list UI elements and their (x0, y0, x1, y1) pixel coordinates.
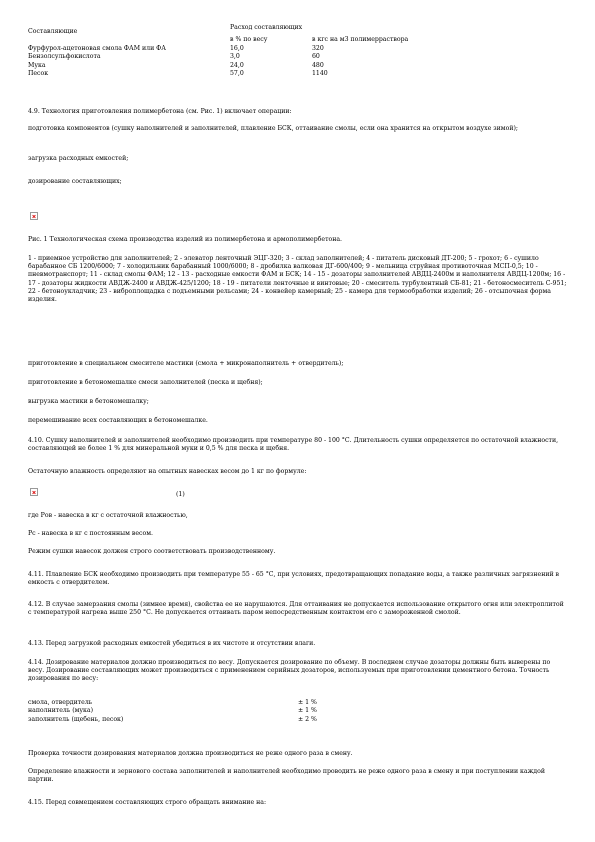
paragraph-moisture: Остаточную влажность определяют на опытных навесках весом до 1 кг по формуле: (28, 468, 307, 475)
subheader-pct: в % по весу (230, 36, 268, 44)
table-subheader-row (28, 36, 448, 44)
formula-image-icon (30, 488, 38, 496)
paragraph-dose: дозирование составляющих; (28, 178, 122, 185)
table-row: заполнитель (щебень, песок) ± 2 % (28, 715, 317, 723)
composition-table (28, 24, 448, 78)
paragraph-4-14: 4.14. Дозирование материалов должно производиться по весу. Допускается дозирование по объему. В последнем случае дозаторы должны быть выверены по весу. Дозирование составляющих может производиться с применением серийных дозаторов, используемых при приготовлении цементного бетона. Точность дозирования по весу: (28, 659, 551, 683)
paragraph-prep: подготовка компонентов (сушку наполнителей и заполнителей, плавление БСК, оттаивание смолы, если она хранится на открытом воздухе зимой); (28, 125, 518, 132)
table-row: Песок 57,0 1140 (28, 70, 328, 78)
formula-number: (1) (176, 491, 185, 498)
paragraph-ps: Рс - навеска в кг с постоянным весом. (28, 530, 153, 537)
subheader-kg: в кгс на м3 полимерраствора (312, 36, 409, 44)
table-header-row (28, 24, 448, 36)
table-row: смола, отвердитель ± 1 % (28, 699, 317, 706)
col-header-consumption: Расход составляющих (230, 24, 303, 31)
broken-image-icon (30, 212, 38, 220)
paragraph-aggregate: приготовление в бетономешалке смеси заполнителей (песка и щебня); (28, 379, 263, 386)
paragraph-pov: где Ров - навеска в кг с остаточной влажностью, (28, 512, 188, 519)
paragraph-unload: выгрузка мастики в бетономешалку; (28, 398, 149, 405)
paragraph-mix: перемешивание всех составляющих в бетономешалке. (28, 417, 208, 424)
table-row: Мука 24,0 480 (28, 61, 324, 69)
paragraph-4-12: 4.12. В случае замерзания смолы (зимнее время), свойства ее не нарушаются. Для оттаивания не допускается использование открытого огня или электроплитой с температурой нагрева выше 250 °С. Не допускается оттаивать паром непосредственным контактом его с замороженной смолой. (28, 601, 564, 617)
paragraph-check: Проверка точности дозирования материалов должна производиться не реже одного раза в смену. (28, 750, 353, 757)
paragraph-4-10: 4.10. Сушку наполнителей и заполнителей необходимо производить при температуре 80 - 100 °С. Длительность сушки определяется по остаточной влажности, составляющей не более 1 % для минеральной муки и 0,5 % для песка и щебня. (28, 437, 559, 453)
table-row: наполнитель (мука) ± 1 % (28, 707, 317, 715)
paragraph-mastic: приготовление в специальном смесителе мастики (смола + микронаполнитель + отвердитель); (28, 360, 344, 367)
paragraph-4-15: 4.15. Перед совмещением составляющих строго обращать внимание на: (28, 799, 267, 806)
paragraph-4-9: 4.9. Технология приготовления полимербетона (см. Рис. 1) включает операции: (28, 108, 292, 115)
table-row: Фурфурол-ацетоновая смола ФАМ или ФА 16,0 320 (28, 44, 324, 52)
accuracy-table (28, 699, 368, 724)
paragraph-load: загрузка расходных емкостей; (28, 155, 129, 162)
paragraph-regime: Режим сушки навесок должен строго соответствовать производственному. (28, 548, 276, 555)
figure-caption: Рис. 1 Технологическая схема производства изделий из полимербетона и армополимербетона. (28, 236, 342, 243)
paragraph-4-13: 4.13. Перед загрузкой расходных емкостей убедиться в их чистоте и отсутствии влаги. (28, 640, 316, 647)
paragraph-4-11: 4.11. Плавление БСК необходимо производить при температуре 55 - 65 °С, при условиях, предотвращающих попадание воды, а также различных загрязнений в емкость с отвердителем. (28, 571, 560, 587)
col-header-components: Составляющие (28, 28, 78, 35)
figure-legend: 1 - приемное устройство для заполнителей; 2 - элеватор ленточный ЭЦГ-320; 3 - склад заполнителей; 4 - питатель дисковый ДТ-200; 5 - грохот; 6 - сушило барабанное СБ 1200/6000; 7 - холодильник барабанный 1000/6000; 8 - дробилка валковая ДГ-600/400; 9 - мельница струйная противоточная МСП-0,5; 10 - пневмотранспорт; 11 - склад смолы ФАМ; 12 - 13 - расходные емкости ФАМ и БСК; 14 - 15 - дозаторы заполнителей АВДЦ-2400м и наполнителя АВДЦ-1200м; 16 - 17 - дозаторы жидкости АВДЖ-2400 и АВДЖ-425/1200; 18 - 19 - питатели ленточные и винтовые; 20 - смеситель турбулентный СБ-81; 21 - бетоносмеситель С-951; 22 - бетоноукладчик; 23 - виброплощадка с подъемными рельсами; 24 - конвейер камерный; 25 - камера для термообработки изделий; 26 - отсыпочная форма изделия. (28, 255, 567, 304)
paragraph-define: Определение влажности и зернового состава заполнителей и наполнителей необходимо проводить не реже одного раза в смену и при поступлении каждой партии. (28, 768, 545, 784)
table-row: Бензолсульфокислота 3,0 60 (28, 53, 320, 61)
